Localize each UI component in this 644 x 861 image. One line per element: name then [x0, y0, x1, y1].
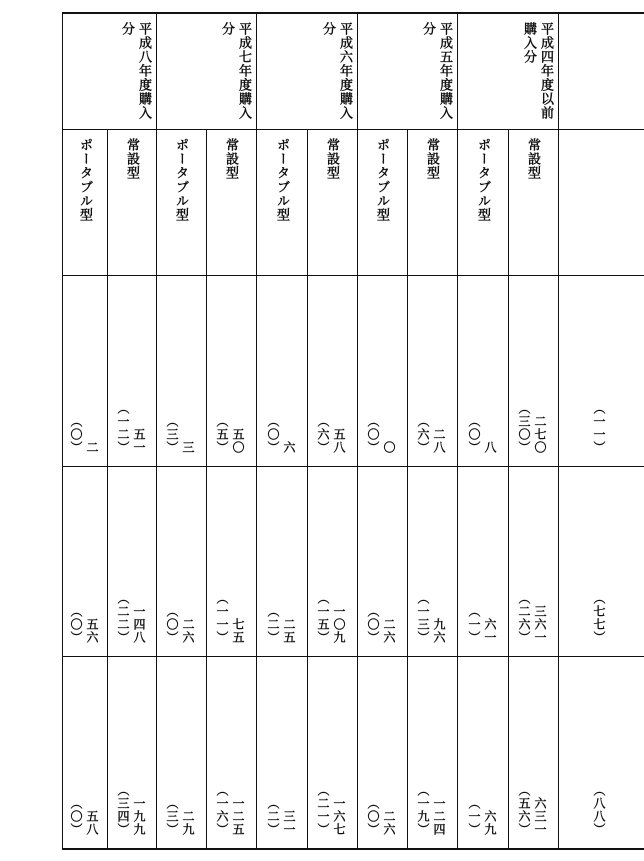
cell-parenthetical: （六）	[416, 415, 430, 454]
column-label: 常設型	[424, 138, 439, 180]
cell-value: 二七〇	[533, 415, 547, 454]
cell-parenthetical: （〇）	[366, 415, 380, 454]
cell-value: 三	[181, 441, 195, 454]
rule-group-3	[256, 12, 257, 850]
rule-group-5	[62, 12, 63, 850]
rule-row-2	[62, 466, 644, 467]
cell-value: 五八	[332, 428, 346, 454]
cell-value: 二八	[432, 428, 446, 454]
cell-parenthetical: （一）	[467, 797, 481, 836]
cell-value: 二六	[382, 618, 396, 644]
cell-parenthetical: （一）	[467, 605, 481, 644]
cell-parenthetical: （二一）	[316, 784, 330, 836]
rule-group-0	[558, 12, 559, 850]
cell-parenthetical: （〇）	[366, 605, 380, 644]
cell-value: 六一	[483, 618, 497, 644]
cell-value: 二五	[282, 618, 296, 644]
column-label: 常設型	[223, 138, 238, 180]
rule-col-4	[107, 129, 108, 850]
rule-col-2	[307, 129, 308, 850]
cell-parenthetical: （三〇）	[517, 402, 531, 454]
cell-parenthetical: （〇）	[69, 797, 83, 836]
cell-parenthetical: （〇）	[69, 605, 83, 644]
cell-value: 六九	[483, 810, 497, 836]
cell-parenthetical: （〇）	[467, 415, 481, 454]
column-label: 常設型	[525, 138, 540, 180]
group-header-line: 分	[119, 22, 134, 36]
column-label: ポータブル型	[274, 138, 289, 222]
rule-col-3	[206, 129, 207, 850]
cell-parenthetical: （二二）	[116, 592, 130, 644]
cell-parenthetical: （五）	[215, 415, 229, 454]
rule-row-1	[62, 275, 644, 276]
rule-header	[62, 129, 644, 130]
cell-value: 〇	[382, 441, 396, 454]
group-header-line: 平成五年度購入	[437, 22, 452, 120]
cell-parenthetical: （一六）	[215, 784, 229, 836]
cell-parenthetical: （五六）	[517, 784, 531, 836]
group-header-line: 分	[219, 22, 234, 36]
cell-parenthetical: （二六）	[517, 592, 531, 644]
rule-row-3	[62, 656, 644, 657]
cell-parenthetical: （〇）	[266, 415, 280, 454]
column-label: 常設型	[124, 138, 139, 180]
cell-parenthetical: （一五）	[316, 592, 330, 644]
rule-col-0	[508, 129, 509, 850]
group-header-line: 購入分	[521, 22, 536, 64]
cell-value: 五一	[132, 428, 146, 454]
cell-value: 五八	[85, 810, 99, 836]
cell-parenthetical: （三四）	[116, 784, 130, 836]
cell-value: 二六	[181, 618, 195, 644]
cell-value: 二九	[181, 810, 195, 836]
cell-value: 六三一	[533, 797, 547, 836]
cell-parenthetical: （二）	[266, 605, 280, 644]
cell-value: 七五	[231, 618, 245, 644]
column-label: ポータブル型	[77, 138, 92, 222]
cell-parenthetical: （一一）	[215, 592, 229, 644]
partial-cell-parenthetical: （一一）	[592, 402, 606, 454]
rule-bottom	[62, 848, 644, 850]
rule-group-4	[156, 12, 157, 850]
cell-value: 一二五	[231, 797, 245, 836]
group-header-line: 分	[420, 22, 435, 36]
cell-value: 三六一	[533, 605, 547, 644]
cell-value: 二六	[382, 810, 396, 836]
column-label: ポータブル型	[173, 138, 188, 222]
group-header-line: 平成七年度購入	[236, 22, 251, 120]
column-label: 常設型	[324, 138, 339, 180]
cell-parenthetical: （一九）	[416, 784, 430, 836]
cell-parenthetical: （六）	[316, 415, 330, 454]
column-label: ポータブル型	[475, 138, 490, 222]
cell-parenthetical: （〇）	[165, 605, 179, 644]
cell-parenthetical: （三）	[165, 797, 179, 836]
cell-parenthetical: （二）	[266, 797, 280, 836]
column-label: ポータブル型	[374, 138, 389, 222]
rule-top	[62, 12, 644, 14]
cell-parenthetical: （三）	[165, 415, 179, 454]
cell-value: 八	[483, 441, 497, 454]
cell-value: 一九九	[132, 797, 146, 836]
cell-value: 一六七	[332, 797, 346, 836]
partial-cell-parenthetical: （八八）	[592, 784, 606, 836]
cell-parenthetical: （〇）	[366, 797, 380, 836]
cell-parenthetical: （一三）	[416, 592, 430, 644]
rule-col-1	[407, 129, 408, 850]
cell-value: 一四八	[132, 605, 146, 644]
group-header-line: 平成六年度購入	[337, 22, 352, 120]
rule-group-2	[357, 12, 358, 850]
cell-value: 六	[282, 441, 296, 454]
group-header-line: 平成四年度以前	[538, 22, 553, 120]
cell-value: 三一	[282, 810, 296, 836]
cell-value: 九六	[432, 618, 446, 644]
cell-value: 一二四	[432, 797, 446, 836]
group-header-line: 分	[320, 22, 335, 36]
cell-parenthetical: （一二）	[116, 402, 130, 454]
cell-parenthetical: （〇）	[69, 415, 83, 454]
cell-value: 五六	[85, 618, 99, 644]
rule-group-1	[457, 12, 458, 850]
partial-cell-parenthetical: （七七）	[592, 592, 606, 644]
cell-value: 一〇九	[332, 605, 346, 644]
group-header-line: 平成八年度購入	[136, 22, 151, 120]
cell-value: 二	[85, 441, 99, 454]
cell-value: 五〇	[231, 428, 245, 454]
